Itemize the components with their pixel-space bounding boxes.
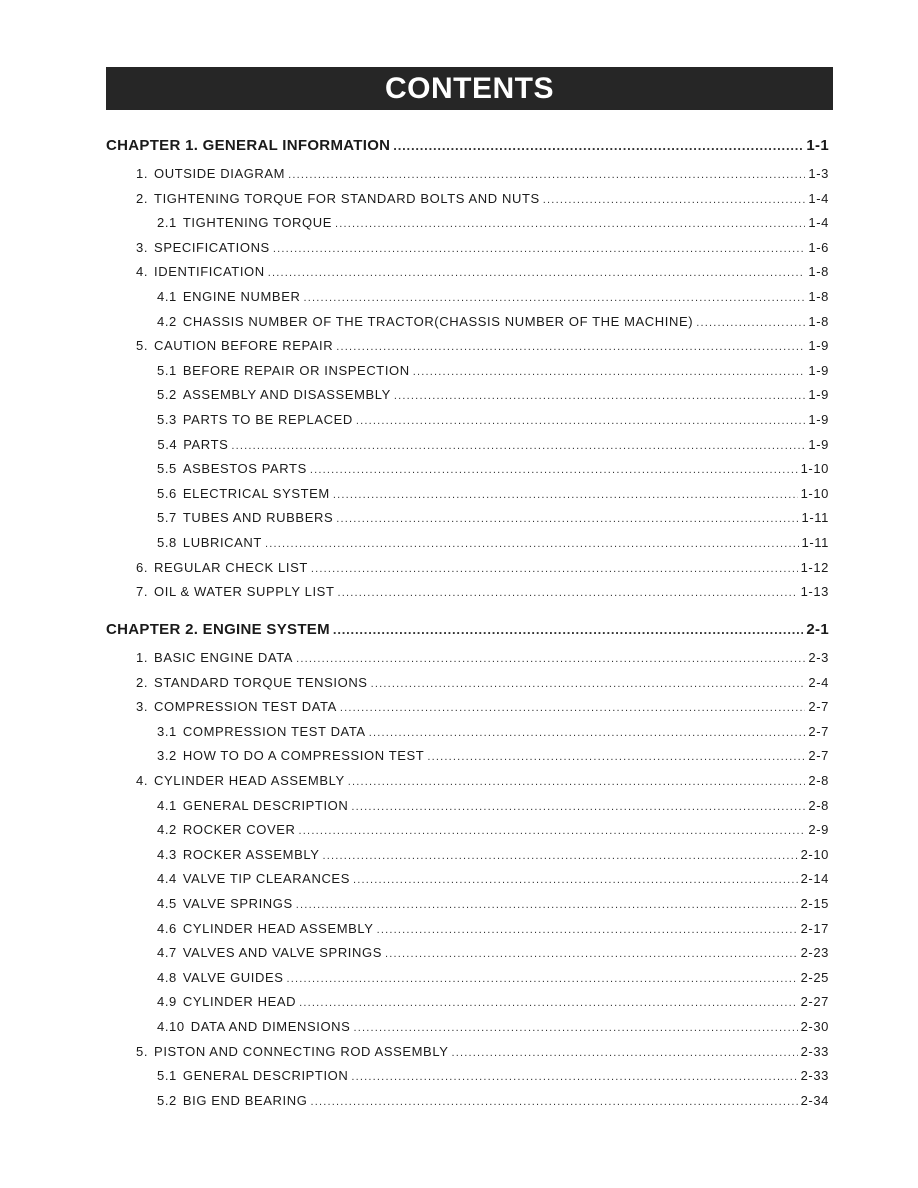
toc-entry-title: VALVES AND VALVE SPRINGS [182, 945, 382, 961]
toc-entry-number: 5.2 [157, 1092, 177, 1108]
toc-entry[interactable] [136, 166, 829, 181]
dot-leader [311, 563, 798, 575]
toc-entry-page: 1-9 [808, 362, 829, 378]
toc-entry-page: 1-9 [808, 412, 829, 427]
dot-leader [273, 243, 806, 255]
dot-leader [333, 489, 798, 501]
dot-leader [231, 440, 805, 452]
dot-leader [377, 924, 798, 936]
toc-entry-page: 2-1 [806, 621, 829, 638]
toc-entry-number: 4. [136, 264, 149, 280]
toc-entry[interactable] [157, 798, 829, 813]
toc-entry[interactable] [136, 560, 829, 575]
dot-leader [353, 1022, 797, 1034]
toc-entry-page: 2-23 [800, 945, 829, 961]
toc-entry-title: ASBESTOS PARTS [182, 461, 307, 477]
dot-leader [413, 366, 806, 378]
toc-entry-title: VALVE GUIDES [182, 969, 284, 985]
dot-leader [335, 218, 805, 230]
toc-entry-page: 1-6 [808, 239, 829, 255]
toc-entry[interactable] [136, 699, 829, 714]
toc-entry-title: TIGHTENING TORQUE [182, 215, 332, 231]
toc-entry[interactable] [157, 970, 829, 985]
dot-leader [288, 169, 805, 181]
toc-entry-number: 6. [136, 559, 149, 575]
toc-entry-title: BIG END BEARING [182, 1092, 308, 1108]
toc-entry-number: 5.1 [157, 362, 177, 378]
toc-entry[interactable] [157, 412, 829, 427]
toc-entry[interactable] [136, 338, 829, 353]
toc-entry-number: 4. [136, 773, 149, 788]
toc-entry-title: OUTSIDE DIAGRAM [154, 166, 286, 181]
toc-entry[interactable] [157, 510, 829, 525]
toc-entry[interactable] [136, 264, 829, 279]
toc-entry[interactable] [157, 748, 829, 763]
toc-entry[interactable] [157, 994, 829, 1009]
toc-entry-title: OIL & WATER SUPPLY LIST [154, 584, 335, 600]
toc-entry-page: 1-4 [808, 215, 829, 231]
dot-leader [323, 850, 798, 862]
toc-entry-title: LUBRICANT [182, 535, 262, 550]
toc-entry-number: 5.4 [157, 436, 178, 452]
dot-leader [451, 1047, 797, 1059]
toc-entry[interactable] [157, 387, 829, 402]
toc-entry-page: 2-27 [800, 994, 829, 1010]
toc-entry-number: 5.3 [157, 412, 177, 427]
toc-entry-page: 2-10 [800, 846, 829, 862]
toc-entry-title: SPECIFICATIONS [154, 239, 270, 255]
toc-entry[interactable] [157, 1093, 829, 1108]
toc-entry-page: 2-17 [800, 920, 829, 936]
toc-entry-title: CHAPTER 1. GENERAL INFORMATION [106, 137, 391, 154]
toc-entry-page: 2-8 [808, 797, 829, 813]
toc-entry-title: CYLINDER HEAD ASSEMBLY [154, 773, 345, 788]
toc-entry-number: 4.3 [157, 846, 177, 862]
toc-entry-title: TIGHTENING TORQUE FOR STANDARD BOLTS AND NUTS [154, 190, 540, 206]
toc-entry-number: 2. [136, 190, 149, 206]
toc-entry-page: 1-8 [808, 313, 829, 329]
toc-entry-title: GENERAL DESCRIPTION [182, 1068, 349, 1084]
toc-entry-title: VALVE TIP CLEARANCES [182, 871, 350, 887]
dot-leader [353, 874, 798, 886]
toc-entry-number: 7. [136, 584, 149, 600]
toc-entry-number: 4.5 [157, 896, 177, 911]
toc-entry-page: 1-9 [808, 387, 829, 403]
toc-entry-title: ELECTRICAL SYSTEM [182, 485, 330, 501]
toc-entry-number: 3. [136, 699, 149, 715]
toc-entry-number: 3.1 [157, 723, 177, 739]
toc-entry-page: 1-4 [808, 190, 829, 206]
dot-leader [287, 973, 798, 985]
toc-entry-title: ROCKER COVER [182, 822, 296, 838]
toc-entry-number: 5.6 [157, 485, 177, 501]
toc-entry-number: 4.2 [157, 822, 177, 838]
toc-entry-page: 2-7 [808, 699, 829, 715]
toc-entry-number: 4.1 [157, 797, 177, 813]
contents-heading: CONTENTS [106, 67, 833, 110]
toc-entry-number: 5.7 [157, 510, 177, 526]
toc-entry-number: 4.8 [157, 969, 177, 985]
toc-entry-page: 2-8 [808, 773, 829, 788]
toc-entry-page: 1-10 [800, 485, 829, 501]
toc-entry[interactable] [157, 461, 829, 476]
toc-entry[interactable] [136, 584, 829, 599]
toc-entry-title: BASIC ENGINE DATA [154, 650, 294, 665]
dot-leader [351, 801, 805, 813]
toc-entry-number: 4.2 [157, 313, 177, 329]
toc-entry-number: 4.9 [157, 994, 177, 1010]
toc-entry-page: 1-10 [800, 461, 829, 477]
toc-entry[interactable] [136, 1044, 829, 1059]
toc-entry-title: CAUTION BEFORE REPAIR [154, 338, 334, 354]
dot-leader [394, 390, 806, 402]
toc-entry-title: IDENTIFICATION [154, 264, 265, 280]
toc-entry-title: PARTS [183, 436, 229, 452]
dot-leader [369, 727, 806, 739]
toc-entry-number: 1. [136, 650, 149, 665]
toc-entry-title: PISTON AND CONNECTING ROD ASSEMBLY [154, 1043, 449, 1059]
dot-leader [340, 702, 806, 714]
toc-chapter-entry[interactable] [106, 621, 829, 638]
toc-entry[interactable] [157, 945, 829, 960]
toc-entry-page: 1-13 [800, 584, 829, 600]
toc-entry-page: 2-34 [800, 1092, 829, 1108]
toc-entry-page: 1-9 [808, 436, 829, 452]
toc-entry[interactable] [157, 822, 829, 837]
dot-leader [299, 825, 806, 837]
toc-entry-number: 4.7 [157, 945, 177, 961]
toc-entry-title: COMPRESSION TEST DATA [182, 723, 366, 739]
toc-entry-title: PARTS TO BE REPLACED [182, 412, 353, 427]
dot-leader [268, 267, 806, 279]
toc-entry-number: 3. [136, 239, 149, 255]
dot-leader [393, 138, 803, 153]
toc-entry-number: 5.2 [157, 387, 177, 403]
toc-entry[interactable] [136, 191, 829, 206]
toc-entry-page: 1-1 [806, 137, 829, 154]
toc-entry-title: CYLINDER HEAD ASSEMBLY [182, 920, 374, 936]
toc-entry[interactable] [157, 363, 829, 378]
toc-entry-title: CHASSIS NUMBER OF THE TRACTOR(CHASSIS NUMBER OF THE MACHINE) [182, 313, 694, 329]
toc-entry-title: ROCKER ASSEMBLY [182, 846, 320, 862]
toc-entry-title: HOW TO DO A COMPRESSION TEST [182, 748, 425, 764]
toc-entry-page: 2-14 [800, 871, 829, 887]
toc-entry-number: 5.5 [157, 461, 177, 477]
dot-leader [333, 622, 804, 637]
toc-entry-page: 2-25 [800, 969, 829, 985]
toc-entry-number: 5.8 [157, 535, 177, 550]
toc-entry-number: 4.6 [157, 920, 177, 936]
dot-leader [348, 776, 806, 788]
toc-entry-title: REGULAR CHECK LIST [154, 559, 308, 575]
toc-entry[interactable] [157, 1019, 829, 1034]
dot-leader [296, 653, 805, 665]
toc-entry[interactable] [157, 1068, 829, 1083]
toc-entry-page: 2-30 [800, 1019, 829, 1034]
toc-entry-title: TUBES AND RUBBERS [182, 510, 334, 526]
toc-entry-page: 2-4 [808, 674, 829, 690]
toc-entry-title: BEFORE REPAIR OR INSPECTION [182, 362, 410, 378]
toc-entry-number: 4.4 [157, 871, 177, 887]
dot-leader [385, 948, 798, 960]
toc-entry-number: 2. [136, 674, 149, 690]
toc-entry-page: 2-33 [800, 1043, 829, 1059]
dot-leader [371, 678, 806, 690]
toc-entry-number: 5.1 [157, 1068, 177, 1084]
dot-leader [299, 997, 797, 1009]
toc-entry[interactable] [136, 773, 829, 788]
toc-entry-page: 2-3 [808, 650, 829, 665]
dot-leader [356, 415, 806, 427]
toc-chapter-entry[interactable] [106, 137, 829, 154]
dot-leader [427, 751, 805, 763]
toc-entry-title: STANDARD TORQUE TENSIONS [154, 674, 368, 690]
dot-leader [338, 587, 798, 599]
toc-entry-number: 2.1 [157, 215, 177, 231]
toc-entry-page: 2-9 [808, 822, 829, 838]
dot-leader [336, 513, 798, 525]
dot-leader [310, 464, 798, 476]
toc-entry-number: 4.1 [157, 289, 177, 304]
toc-entry[interactable] [136, 675, 829, 690]
dot-leader [310, 1096, 797, 1108]
toc-entry[interactable] [157, 921, 829, 936]
toc-entry-number: 1. [136, 166, 149, 181]
toc-entry[interactable] [157, 896, 829, 911]
toc-entry[interactable] [157, 314, 829, 329]
toc-entry-title: ASSEMBLY AND DISASSEMBLY [182, 387, 391, 403]
toc-entry[interactable] [136, 240, 829, 255]
toc-entry-page: 1-11 [801, 510, 829, 526]
toc-entry-title: CYLINDER HEAD [182, 994, 297, 1010]
dot-leader [336, 341, 805, 353]
toc-entry-number: 5. [136, 338, 149, 354]
dot-leader [296, 899, 798, 911]
toc-entry[interactable] [157, 486, 829, 501]
dot-leader [696, 317, 805, 329]
toc-entry-number: 5. [136, 1043, 149, 1059]
toc-entry-page: 1-12 [800, 559, 829, 575]
toc-entry[interactable] [157, 847, 829, 862]
toc-entry[interactable] [157, 724, 829, 739]
toc-entry-title: CHAPTER 2. ENGINE SYSTEM [106, 621, 330, 638]
toc-entry-page: 1-8 [808, 289, 829, 304]
toc-entry-page: 1-11 [801, 535, 829, 550]
dot-leader [351, 1071, 797, 1083]
dot-leader [543, 194, 806, 206]
toc-entry-title: DATA AND DIMENSIONS [190, 1019, 351, 1034]
toc-entry[interactable] [157, 289, 829, 304]
toc-entry-title: COMPRESSION TEST DATA [154, 699, 337, 715]
toc-entry-page: 2-15 [800, 896, 829, 911]
dot-leader [265, 538, 799, 550]
toc-entry[interactable] [136, 650, 829, 665]
toc-entry[interactable] [157, 215, 829, 230]
toc-entry-title: ENGINE NUMBER [182, 289, 301, 304]
toc-entry-page: 1-8 [808, 264, 829, 280]
toc-entry-page: 2-33 [800, 1068, 829, 1084]
toc-entry[interactable] [157, 871, 829, 886]
toc-entry-number: 3.2 [157, 748, 177, 764]
toc-entry-page: 2-7 [808, 723, 829, 739]
toc-entry-title: GENERAL DESCRIPTION [182, 797, 349, 813]
toc-entry-page: 1-9 [808, 338, 829, 354]
toc-entry-number: 4.10 [157, 1019, 185, 1034]
dot-leader [303, 292, 805, 304]
toc-entry[interactable] [157, 437, 829, 452]
toc-entry-title: VALVE SPRINGS [182, 896, 293, 911]
toc-entry[interactable] [157, 535, 829, 550]
toc-entry-page: 2-7 [808, 748, 829, 764]
toc-entry-page: 1-3 [808, 166, 829, 181]
